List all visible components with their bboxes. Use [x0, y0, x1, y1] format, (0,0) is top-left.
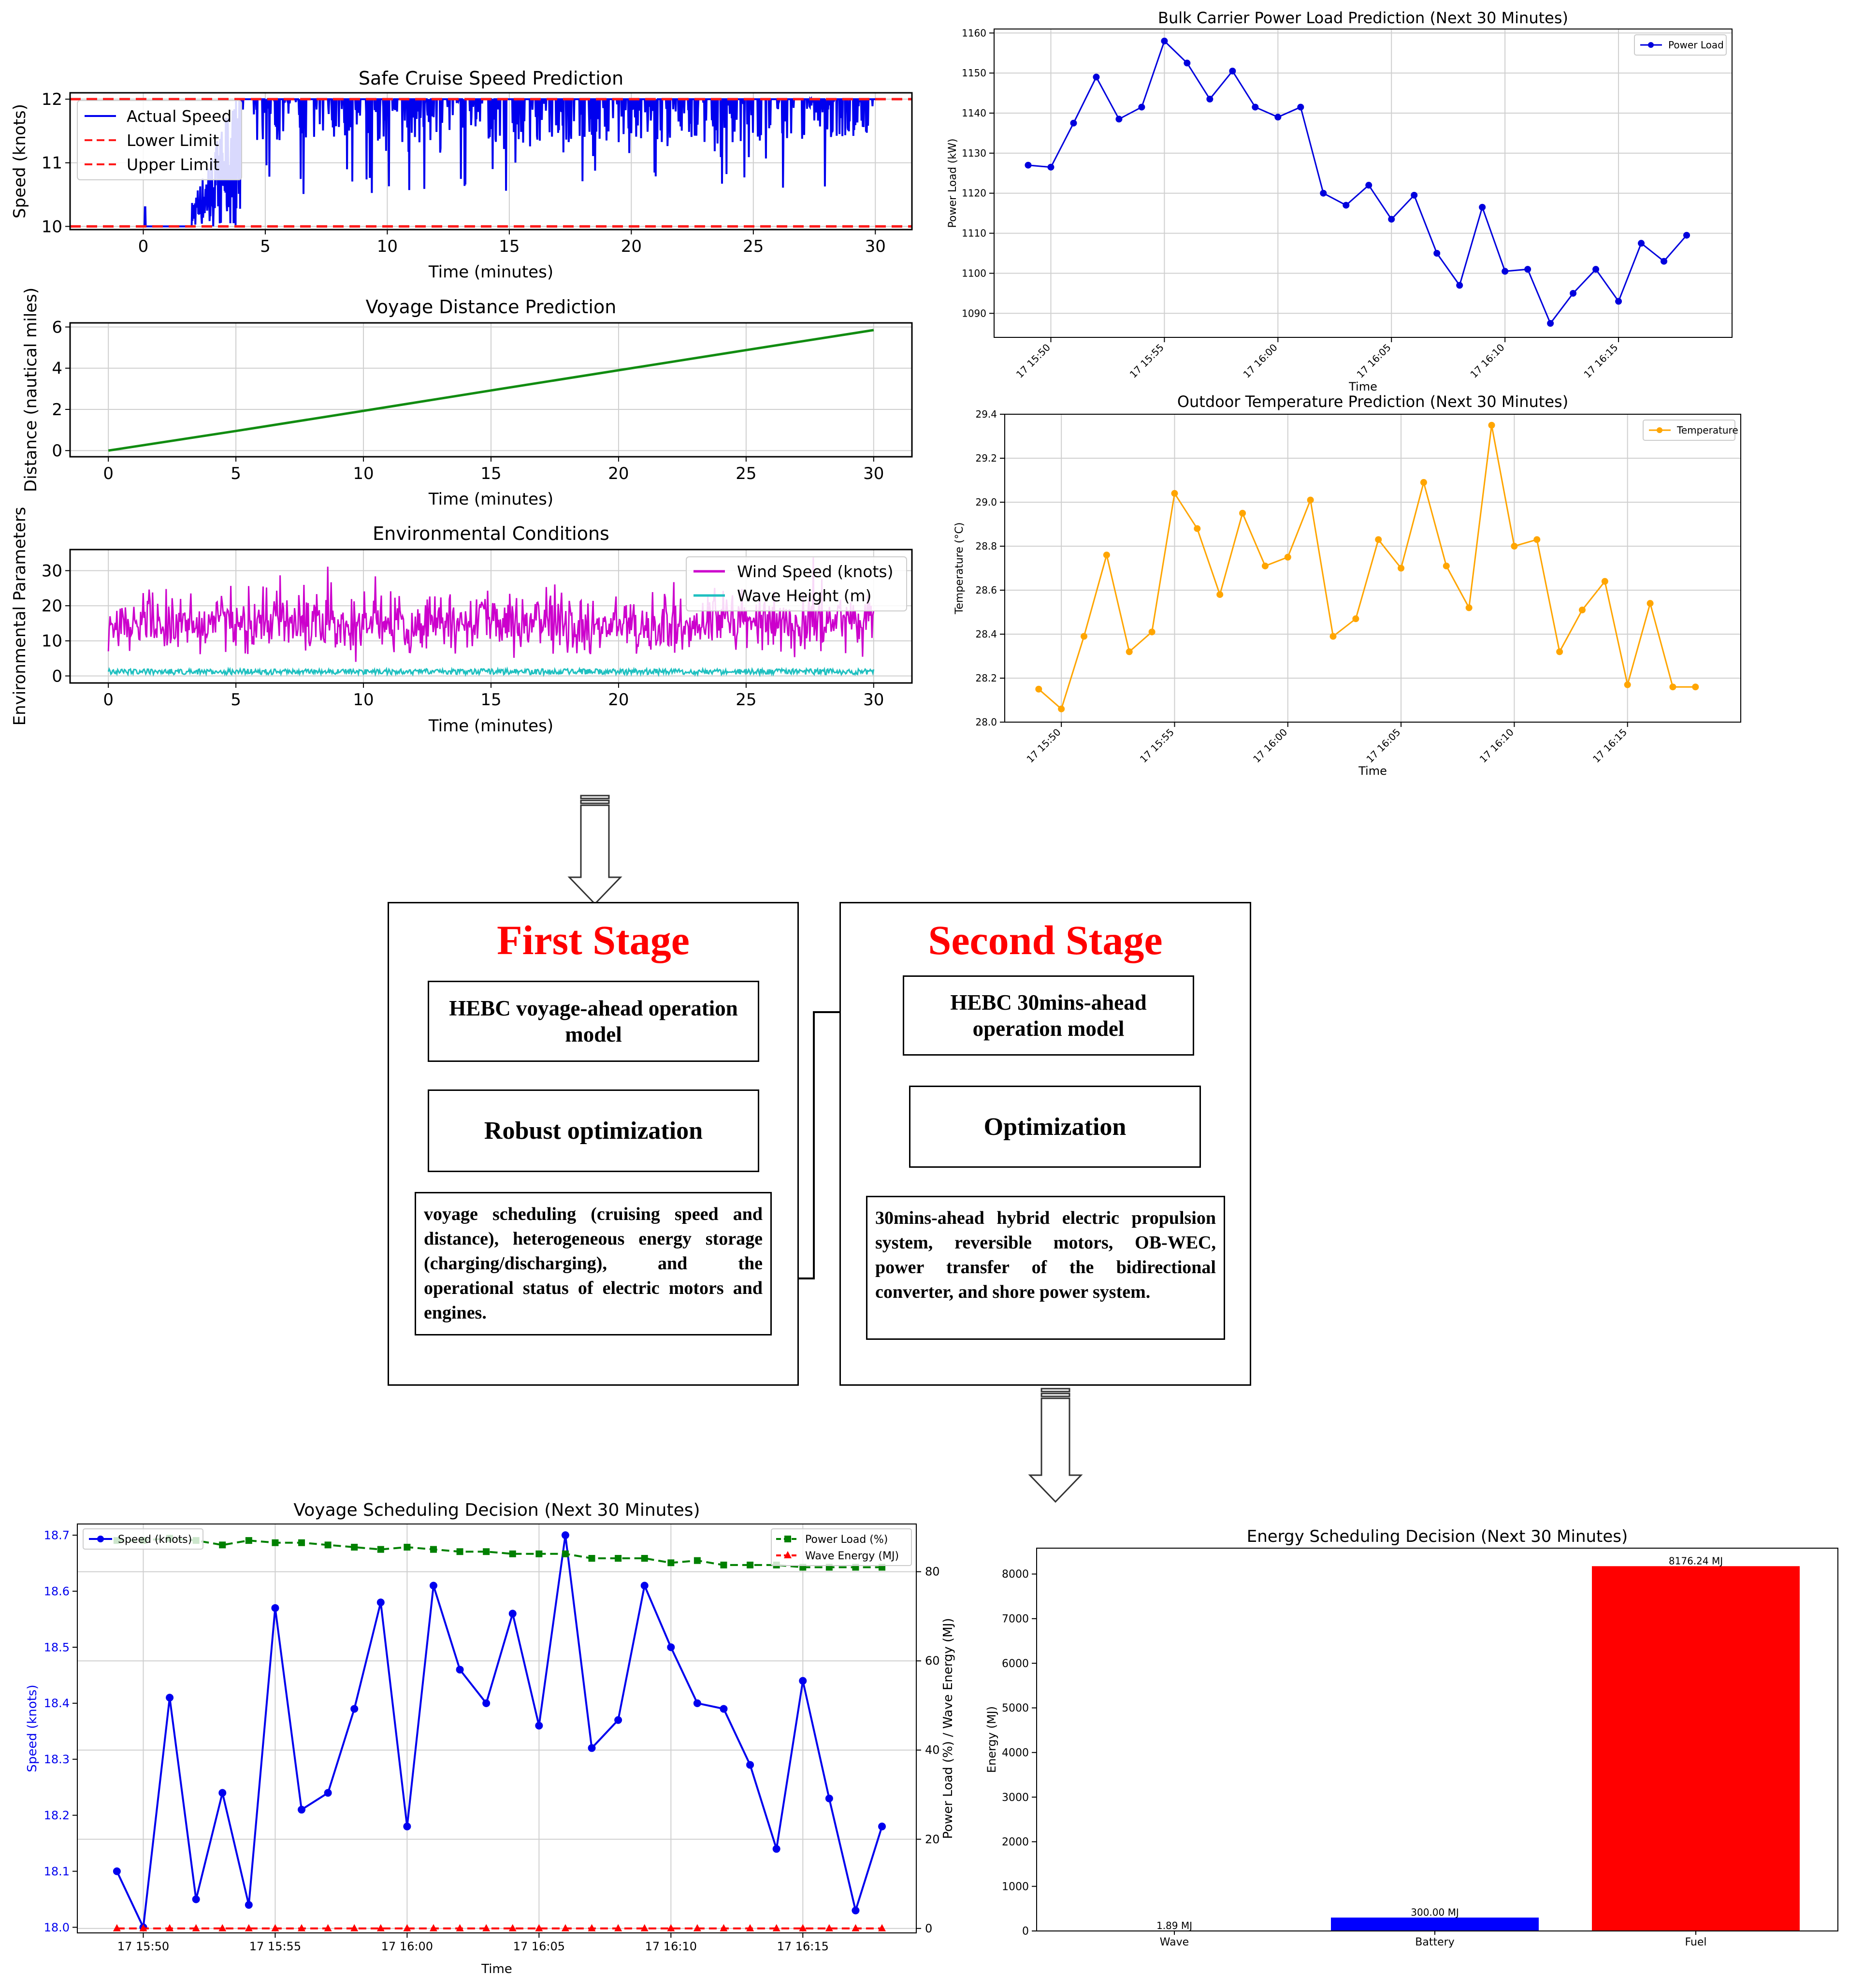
second-stage-output-box: 30mins-ahead hybrid electric propulsion system, reversible motors, OB-WEC, power transfer of the bidirectional converter, and shore power system. — [866, 1196, 1225, 1340]
data-point — [192, 1895, 200, 1903]
data-point — [1388, 216, 1395, 223]
first-stage-model-box: HEBC voyage-ahead operation model — [428, 981, 759, 1062]
x-tick-label: 17 16:00 — [1251, 726, 1290, 765]
safe-cruise-chart — [10, 68, 912, 282]
data-point — [1161, 38, 1168, 44]
x-tick-label: 30 — [865, 237, 886, 256]
data-point — [720, 1562, 727, 1568]
data-point — [1692, 683, 1699, 690]
data-point — [1184, 59, 1190, 66]
first-stage-output-box: voyage scheduling (cruising speed and distance), heterogeneous energy storage (charging/discharging), and the operational status of electric motors and engines. — [415, 1192, 772, 1335]
data-point — [1488, 422, 1495, 429]
y-tick-label: 1150 — [962, 67, 986, 79]
y-tick-label: 1090 — [962, 307, 986, 319]
x-tick-label: 0 — [138, 237, 149, 256]
data-point — [483, 1548, 490, 1555]
legend — [1634, 35, 1726, 55]
data-point — [1638, 240, 1645, 247]
data-point — [325, 1541, 332, 1548]
x-tick-label: 17 15:55 — [1127, 341, 1166, 380]
x-tick-label: 25 — [743, 237, 764, 256]
data-point — [1297, 104, 1304, 111]
data-point — [482, 1699, 490, 1707]
y-tick-label: 1110 — [962, 227, 986, 239]
second-stage-title: Second Stage — [928, 917, 1163, 963]
data-point — [1411, 192, 1417, 199]
x-tick-label: 17 16:10 — [1468, 341, 1507, 380]
data-point — [1579, 607, 1586, 613]
y-tick-label: 5000 — [1002, 1702, 1029, 1715]
data-point — [1035, 686, 1042, 693]
y-tick-label: 28.6 — [975, 584, 997, 596]
legend-label: Actual Speed — [127, 107, 232, 126]
data-point — [1252, 104, 1258, 111]
x-tick-label: 10 — [353, 690, 374, 710]
data-point — [430, 1582, 437, 1589]
y-tick-label: 10 — [41, 631, 62, 651]
x-tick-label: 20 — [621, 237, 642, 256]
y-tick-label: 1100 — [962, 267, 986, 279]
data-point — [1533, 536, 1540, 543]
data-point — [457, 1548, 463, 1555]
data-point — [641, 1582, 649, 1589]
y-tick-label: 18.0 — [43, 1920, 70, 1934]
y2-tick-label: 40 — [925, 1743, 940, 1757]
y-tick-label: 18.4 — [43, 1697, 70, 1711]
x-tick-label: 17 15:55 — [1137, 726, 1176, 765]
data-point — [1025, 162, 1031, 169]
data-point — [271, 1604, 279, 1612]
data-point — [1524, 266, 1531, 273]
y-tick-label: 28.0 — [975, 716, 997, 728]
x-tick-label: 17 16:10 — [1477, 726, 1516, 765]
first-stage-method-box: Robust optimization — [428, 1089, 759, 1172]
data-point — [1115, 116, 1122, 122]
y-axis-label: Speed (knots) — [25, 1684, 40, 1772]
data-point — [1398, 565, 1404, 572]
data-point — [773, 1845, 780, 1853]
data-point — [509, 1610, 517, 1617]
x-tick-label: 30 — [863, 690, 884, 710]
data-point — [1433, 250, 1440, 257]
legend-marker — [1648, 42, 1654, 48]
x-axis-label: Time (minutes) — [428, 716, 554, 736]
y-tick-label: 0 — [52, 667, 62, 686]
data-point — [1647, 600, 1654, 607]
data-point — [1624, 682, 1631, 688]
x-tick-label: 17 16:15 — [777, 1940, 829, 1953]
bar-value-label: 1.89 MJ — [1156, 1919, 1193, 1931]
x-tick-label: 17 16:05 — [513, 1940, 565, 1953]
data-point — [535, 1551, 542, 1557]
data-point — [1081, 633, 1087, 640]
data-point — [641, 1555, 648, 1562]
y-tick-label: 7000 — [1002, 1613, 1029, 1625]
data-point — [1239, 510, 1246, 517]
x-axis-label: Time — [481, 1962, 512, 1976]
x-tick-label: 5 — [231, 464, 241, 483]
y-tick-label: 6 — [52, 318, 62, 337]
data-point — [1456, 282, 1463, 289]
data-point — [1070, 120, 1077, 127]
second-stage-method-box: Optimization — [909, 1086, 1201, 1168]
data-point — [1511, 543, 1517, 550]
data-point — [1274, 114, 1281, 120]
voyage-scheduling-chart — [25, 1500, 955, 1976]
y-tick-label: 18.1 — [43, 1864, 70, 1878]
legend-label: Power Load (%) — [805, 1534, 888, 1546]
data-point — [1206, 96, 1213, 102]
y-tick-label: 18.5 — [43, 1640, 70, 1654]
y-tick-label: 0 — [52, 441, 62, 461]
y-tick-label: 28.8 — [975, 540, 997, 552]
x-tick-label: 25 — [736, 690, 757, 710]
data-point — [1466, 604, 1473, 611]
x-tick-label: 5 — [260, 237, 271, 256]
chart-title: Voyage Scheduling Decision (Next 30 Minutes) — [293, 1500, 700, 1520]
data-point — [377, 1546, 384, 1553]
x-tick-label: 17 16:15 — [1590, 726, 1630, 765]
y-tick-label: 29.2 — [975, 452, 997, 464]
legend — [83, 1529, 911, 1566]
chart-title: Safe Cruise Speed Prediction — [358, 68, 624, 89]
data-point — [1138, 104, 1145, 111]
data-point — [377, 1598, 385, 1606]
data-point — [1615, 298, 1622, 305]
x-tick-label: 17 15:55 — [249, 1940, 302, 1953]
data-point — [1547, 320, 1554, 327]
y-tick-label: 29.0 — [975, 496, 997, 508]
x-tick-label: 17 15:50 — [1013, 341, 1053, 380]
energy-scheduling-chart — [985, 1527, 1838, 1948]
temperature-chart — [953, 392, 1741, 778]
y2-tick-label: 20 — [925, 1832, 940, 1846]
data-point — [219, 1541, 226, 1548]
data-point — [588, 1744, 596, 1752]
x-tick-label: 17 16:00 — [1241, 341, 1280, 380]
x-tick-label: 15 — [480, 690, 502, 710]
data-point — [1375, 536, 1382, 543]
data-point — [1262, 563, 1269, 569]
y2-tick-label: 80 — [925, 1565, 940, 1579]
y-axis-label: Power Load (kW) — [947, 138, 959, 228]
data-point — [799, 1677, 807, 1684]
voyage-distance-chart — [21, 288, 912, 509]
data-point — [218, 1789, 226, 1797]
data-point — [852, 1907, 859, 1915]
x-tick-label: 10 — [376, 237, 398, 256]
x-tick-label: 25 — [736, 464, 757, 483]
data-point — [404, 1544, 410, 1551]
power-load-chart — [947, 9, 1732, 393]
data-point — [747, 1562, 753, 1568]
y-tick-label: 4 — [52, 359, 62, 378]
legend — [686, 557, 907, 611]
data-point — [298, 1806, 305, 1814]
x-tick-label: Battery — [1415, 1936, 1455, 1948]
data-point — [1570, 290, 1576, 297]
data-point — [1479, 204, 1486, 211]
legend-label: Wind Speed (knots) — [737, 562, 894, 581]
data-point — [1320, 190, 1327, 197]
y-tick-label: 18.3 — [43, 1753, 70, 1767]
x-tick-label: Wave — [1159, 1936, 1189, 1948]
legend — [1643, 420, 1738, 440]
x-tick-label: 17 16:05 — [1354, 341, 1393, 380]
y-tick-label: 11 — [41, 153, 62, 173]
data-point — [1683, 232, 1690, 239]
x-tick-label: 30 — [863, 464, 884, 483]
legend — [77, 101, 242, 180]
y-tick-label: 1140 — [962, 107, 986, 119]
y-tick-label: 18.2 — [43, 1809, 70, 1823]
data-point — [351, 1544, 358, 1551]
legend-marker — [1657, 427, 1662, 433]
data-point — [1602, 578, 1608, 585]
y-axis-label: Power Load (%) / Wave Energy (MJ) — [941, 1618, 955, 1839]
data-point — [1093, 73, 1099, 80]
data-point — [1669, 683, 1676, 690]
down-arrow-icon — [1030, 1389, 1081, 1502]
data-point — [1556, 648, 1563, 655]
data-point — [1502, 268, 1508, 275]
y-tick-label: 3000 — [1002, 1791, 1029, 1804]
data-point — [878, 1823, 886, 1830]
data-point — [1285, 554, 1291, 561]
y-axis-label: Distance (nautical miles) — [21, 287, 41, 493]
data-point — [589, 1555, 595, 1562]
data-point — [1352, 615, 1359, 622]
plot-frame — [994, 29, 1732, 337]
data-point — [562, 1551, 569, 1557]
y-tick-label: 2 — [52, 400, 62, 420]
data-point — [1443, 563, 1450, 569]
data-point — [694, 1557, 701, 1564]
environment-chart — [10, 507, 912, 736]
y2-tick-label: 0 — [925, 1921, 933, 1935]
data-point — [1229, 68, 1236, 74]
data-point — [1365, 182, 1372, 189]
data-point — [535, 1722, 543, 1729]
legend-label: Speed (knots) — [118, 1534, 192, 1546]
y-axis-label: Energy (MJ) — [985, 1706, 998, 1773]
data-point — [1126, 648, 1133, 655]
data-point — [298, 1539, 305, 1546]
data-point — [350, 1705, 358, 1712]
y-tick-label: 28.2 — [975, 672, 997, 684]
down-arrow-icon — [569, 796, 621, 904]
series-line — [1028, 41, 1687, 323]
data-point — [324, 1789, 332, 1797]
data-point — [615, 1555, 621, 1562]
data-point — [246, 1537, 252, 1544]
x-tick-label: 15 — [499, 237, 520, 256]
x-tick-label: Fuel — [1685, 1936, 1707, 1948]
data-point — [1103, 551, 1110, 558]
data-point — [430, 1546, 437, 1553]
data-point — [720, 1705, 727, 1712]
x-tick-label: 17 15:50 — [117, 1940, 170, 1953]
x-tick-label: 17 16:15 — [1581, 341, 1620, 380]
data-point — [509, 1551, 516, 1557]
y-axis-label: Environmental Parameters — [10, 507, 29, 726]
data-point — [1194, 525, 1200, 532]
y-tick-label: 1130 — [962, 147, 986, 159]
series-line — [117, 1538, 882, 1567]
legend-marker — [97, 1536, 104, 1542]
data-point — [245, 1901, 253, 1909]
x-tick-label: 17 16:10 — [645, 1940, 697, 1953]
bar-value-label: 8176.24 MJ — [1668, 1555, 1723, 1567]
data-point — [1661, 258, 1667, 265]
data-point — [1216, 591, 1223, 598]
y-tick-label: 29.4 — [975, 408, 997, 420]
chart-title: Environmental Conditions — [373, 523, 609, 544]
legend-label: Upper Limit — [127, 155, 220, 174]
data-point — [1420, 479, 1427, 486]
x-tick-label: 17 16:00 — [381, 1940, 433, 1953]
data-point — [825, 1795, 833, 1802]
data-point — [1047, 164, 1054, 171]
data-point — [272, 1539, 278, 1546]
y-tick-label: 4000 — [1002, 1747, 1029, 1759]
x-tick-label: 0 — [103, 690, 114, 710]
x-axis-label: Time (minutes) — [428, 262, 554, 282]
x-axis-label: Time — [1349, 380, 1377, 393]
data-point — [403, 1823, 411, 1830]
data-point — [614, 1716, 622, 1724]
series-line — [117, 1535, 882, 1927]
second-stage-model-box: HEBC 30mins-ahead operation model — [903, 975, 1194, 1056]
data-point — [1343, 202, 1349, 209]
legend-label: Wave Energy (MJ) — [805, 1550, 899, 1562]
y-tick-label: 1000 — [1002, 1881, 1029, 1893]
bar — [1592, 1566, 1800, 1931]
chart-title: Voyage Distance Prediction — [365, 296, 617, 318]
y-tick-label: 28.4 — [975, 628, 997, 640]
legend-marker — [784, 1536, 791, 1542]
x-axis-label: Time — [1358, 764, 1387, 778]
data-point — [693, 1699, 701, 1707]
chart-title: Energy Scheduling Decision (Next 30 Minutes) — [1246, 1527, 1628, 1546]
y2-tick-label: 60 — [925, 1654, 940, 1668]
y-tick-label: 6000 — [1002, 1657, 1029, 1670]
y-tick-label: 8000 — [1002, 1568, 1029, 1581]
x-tick-label: 5 — [231, 690, 241, 710]
data-point — [1149, 628, 1156, 635]
data-point — [113, 1868, 121, 1875]
series-line — [1039, 425, 1695, 709]
y-tick-label: 18.7 — [43, 1528, 70, 1542]
x-tick-label: 17 16:05 — [1364, 726, 1403, 765]
wave-height-line — [108, 669, 874, 675]
y-axis-label: Speed (knots) — [10, 103, 29, 219]
chart-title: Outdoor Temperature Prediction (Next 30 Minutes) — [1177, 392, 1569, 411]
y-tick-label: 18.6 — [43, 1584, 70, 1598]
data-point — [562, 1531, 569, 1539]
x-tick-label: 17 15:50 — [1024, 726, 1063, 765]
bar-value-label: 300.00 MJ — [1411, 1906, 1459, 1918]
data-point — [667, 1643, 675, 1651]
data-point — [1171, 490, 1178, 497]
legend-label: Temperature — [1677, 424, 1738, 436]
first-stage-title: First Stage — [497, 917, 690, 963]
y-tick-label: 12 — [41, 90, 62, 110]
data-point — [456, 1666, 464, 1673]
y-tick-label: 30 — [41, 561, 62, 581]
legend-label: Lower Limit — [127, 131, 219, 150]
data-point — [667, 1559, 674, 1566]
x-axis-label: Time (minutes) — [428, 490, 554, 509]
x-tick-label: 15 — [480, 464, 502, 483]
data-point — [1592, 266, 1599, 273]
x-tick-label: 20 — [608, 464, 629, 483]
x-tick-label: 20 — [608, 690, 629, 710]
y-tick-label: 0 — [1022, 1925, 1029, 1938]
y-tick-label: 20 — [41, 596, 62, 616]
y-tick-label: 10 — [41, 217, 62, 237]
legend-label: Power Load — [1668, 39, 1724, 51]
bar — [1331, 1917, 1539, 1931]
data-point — [1329, 633, 1336, 640]
data-point — [166, 1694, 173, 1701]
x-tick-label: 10 — [353, 464, 374, 483]
data-point — [746, 1761, 754, 1769]
y-tick-label: 1160 — [962, 27, 986, 39]
y-axis-label: Temperature (°C) — [953, 522, 966, 614]
data-point — [1058, 706, 1065, 712]
chart-title: Bulk Carrier Power Load Prediction (Next 30 Minutes) — [1158, 9, 1568, 27]
legend-label: Wave Height (m) — [737, 586, 872, 605]
data-point — [1307, 496, 1314, 503]
y-tick-label: 2000 — [1002, 1836, 1029, 1849]
x-tick-label: 0 — [103, 464, 114, 483]
y-tick-label: 1120 — [962, 187, 986, 199]
